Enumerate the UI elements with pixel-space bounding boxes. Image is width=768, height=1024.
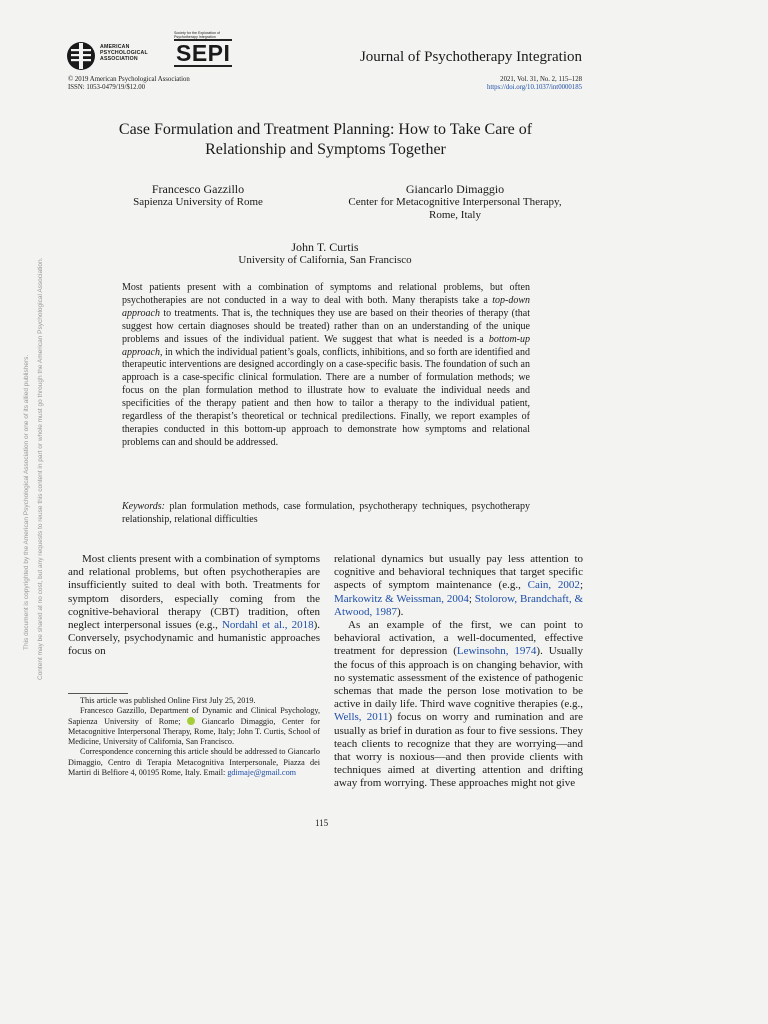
citation-link[interactable]: Wells, 2011 [334,711,389,724]
keywords [122,501,530,527]
keywords-text: plan formulation methods, case formulation, psychotherapy techniques, psychotherapy relationship, relational difficulties [122,501,530,525]
keywords-label: Keywords: [122,501,165,512]
author-name: John T. Curtis [291,240,359,254]
article-title: Case Formulation and Treatment Planning: How to Take Care of Relationship and Symptoms Together [118,121,533,158]
author-affiliation: Rome, Italy [429,209,481,221]
emphasis-top-down: top-down approach [122,294,530,319]
author-affiliation: Sapienza University of Rome [133,196,263,208]
email-link[interactable]: gdimaje@gmail.com [227,768,297,778]
correspondence-note: Correspondence concerning this article should be addressed to Giancarlo Dimaggio, Centro di Terapia Metacognitiva Interpersonale, Piazza dei Martiri di Belfiore 4, 00195 Rome, Italy. Email: gdimaje@gmail.com [68,747,320,778]
emphasis-bottom-up: bottom-up approach [122,333,530,358]
body-column-left [68,553,320,659]
apa-logo-mark-icon [66,40,100,72]
citation-link[interactable]: Nordahl et al., 2018 [221,619,314,632]
copyright-watermark [11,180,47,700]
paragraph: relational dynamics but usually pay less attention to cognitive and behavioral techniques that target specific aspects of symptom maintenance (e.g., Cain, 2002; Markowitz & Weissman, 2004; Stolorow, Brandchaft, & Atwood, 1987). [334,553,584,618]
author-block-gazzillo [98,183,298,209]
published-note: This article was published Online First July 25, 2019. [80,696,256,705]
footnote [68,696,320,778]
orcid-icon[interactable] [187,717,195,725]
sepi-tagline: Society for the Exploration of Psychotherapy Integration [174,31,220,39]
sepi-label: SEPI [176,40,231,66]
doi-link[interactable]: https://doi.org/10.1037/int0000185 [486,84,582,91]
author-affiliation: University of California, San Francisco [238,254,412,266]
watermark-line-1: This document is copyrighted by the American Psychological Association or one of its allied publishers. [23,354,30,650]
watermark-line-2: Content may be shared at no cost, but any requests to reuse this content in part or whole must go through the American Psychological Association. [37,257,44,680]
author-name: Francesco Gazzillo [151,182,245,196]
footnote-divider [68,693,128,694]
citation-link[interactable]: Stolorow, Brandchaft, & Atwood, 1987 [334,592,584,618]
author-block-dimaggio [330,183,580,222]
sepi-logo [174,31,231,71]
apa-logo [66,38,176,74]
author-block-curtis [200,241,450,267]
paragraph: As an example of the first, we can point to behavioral activation, a well-documented, effective treatment for depression (Lewinsohn, 1974). Usually the focus of this approach is on changing behavior, with no systematic assessment of the existence of pathogenic schemas that made the person lose motivation to be active in daily life. Third wave cognitive therapies (e.g., Wells, 2011) focus on worry and rumination and are usually as brief in duration as four to five sessions. They teach clients to recognize that they are worrying—and that worry is noxious—and then provide clients with techniques aimed at diverting attention and drifting away from worrying. These approaches might not give [334,619,583,790]
paragraph: Most clients present with a combination of symptoms and relational problems, but often psychotherapies are insufficiently suited to deal with both. Treatments for symptom disorders, especially coming from the cognitive-behavioral therapy (CBT) tradition, often neglect interpersonal issues (e.g., Nordahl et al., 2018). Conversely, psychodynamic and humanistic approaches focus on [68,553,320,658]
issn-line: ISSN: 1053-0479/19/$12.00 [68,84,146,91]
affiliation-note: Francesco Gazzillo, Department of Dynamic and Clinical Psychology, Sapienza University of Rome; Giancarlo Dimaggio, Center for Metacognitive Interpersonal Therapy, Rome, Italy; John T. Curtis, School of Medicine, University of California, San Francisco. [68,706,320,747]
apa-logo-text: AMERICAN PSYCHOLOGICAL ASSOCIATION [100,44,148,62]
abstract: Most patients present with a combination of symptoms and relational problems, but often psychotherapies are not conducted in a way to deal with both. Many therapists take a top-down approach to treatments. That is, the techniques they use are based on their theories of therapy (that suggest how certain diagnoses should be treated) rather than on an understanding of the unique problems and issues of the individual patient. We suggest that what is needed is a bottom-up approach, in which the individual patient’s goals, conflicts, inhibitions, and so forth are identified and therapeutic interventions are designed accordingly on a case-specific basis. The foundation of such an approach is a case-specific clinical formulation. There are a number of formulation methods; we focus on the plan formulation method to illustrate how to evaluate the individual needs and specificities of the therapy patient and then how to tailor a therapy to the individual patient, regardless of the therapist’s theoretical or technical predilections. Finally, we report examples of therapies conducted in this bottom-up approach to demonstrate how symptoms and relational problems can and should be addressed. [122,282,530,448]
copyright-line: © 2019 American Psychological Association [68,76,190,83]
citation-link[interactable]: Cain, 2002 [527,579,580,592]
page-number: 115 [315,818,329,828]
author-name: Giancarlo Dimaggio [405,182,505,196]
journal-title: Journal of Psychotherapy Integration [359,49,582,65]
copyright-block [68,76,190,92]
body-column-right [334,553,583,791]
author-affiliation: Center for Metacognitive Interpersonal Therapy, [348,196,562,208]
citation-block [487,76,582,92]
citation-link[interactable]: Markowitz & Weissman, 2004 [334,592,469,605]
citation-link[interactable]: Lewinsohn, 1974 [456,645,537,658]
volume-info: 2021, Vol. 31, No. 2, 115–128 [500,76,582,83]
